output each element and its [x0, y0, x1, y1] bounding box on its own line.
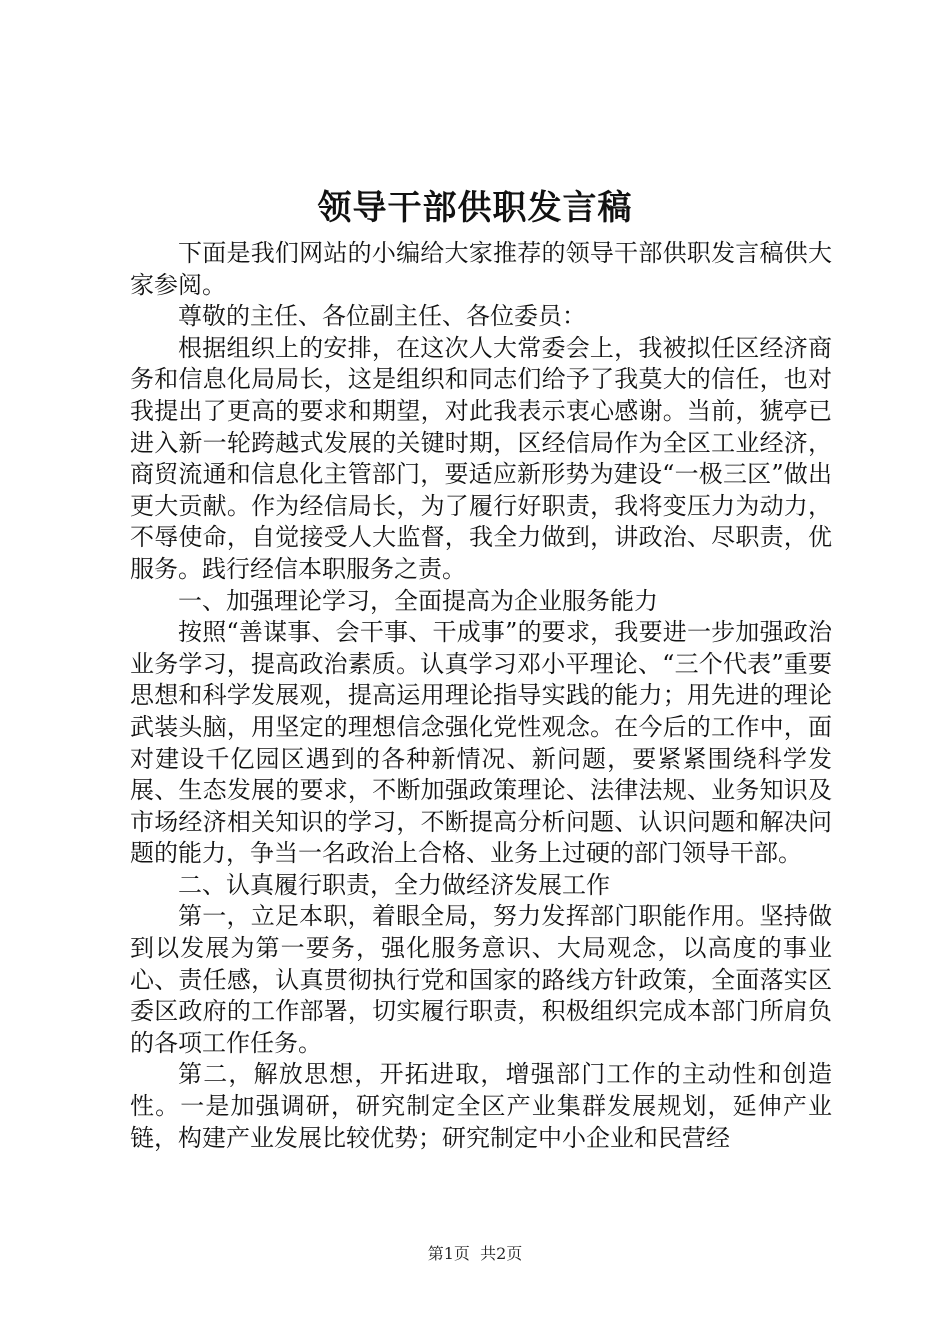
document-body — [130, 238, 832, 1154]
page-total: 共2页 — [480, 1244, 523, 1263]
page-footer — [0, 1243, 950, 1265]
body-paragraph: 第一，立足本职，着眼全局，努力发挥部门职能作用。坚持做到以发展为第一要务，强化服务意识、大局观念，以高度的事业心、责任感，认真贯彻执行党和国家的路线方针政策，全面落实区委区政府的工作部署，切实履行职责，积极组织完成本部门所肩负的各项工作任务。 — [130, 902, 832, 1057]
body-paragraph: 按照“善谋事、会干事、干成事”的要求，我要进一步加强政治业务学习，提高政治素质。认真学习邓小平理论、“三个代表”重要思想和科学发展观，提高运用理论指导实践的能力；用先进的理论武装头脑，用坚定的理想信念强化党性观念。在今后的工作中，面对建设千亿园区遇到的各种新情况、新问题，要紧紧围绕科学发展、生态发展的要求，不断加强政策理论、法律法规、业务知识及市场经济相关知识的学习，不断提高分析问题、认识问题和解决问题的能力，争当一名政治上合格、业务上过硬的部门领导干部。 — [130, 618, 832, 868]
salutation: 尊敬的主任、各位副主任、各位委员： — [178, 302, 586, 331]
page-number: 第1页 — [427, 1244, 470, 1263]
intro-paragraph: 下面是我们网站的小编给大家推荐的领导干部供职发言稿供大家参阅。 — [130, 239, 832, 299]
document-title: 领导干部供职发言稿 — [317, 188, 633, 228]
section-heading: 二、认真履行职责，全力做经济发展工作 — [178, 870, 610, 899]
body-paragraph: 根据组织上的安排，在这次人大常委会上，我被拟任区经济商务和信息化局局长，这是组织和同志们给予了我莫大的信任，也对我提出了更高的要求和期望，对此我表示衷心感谢。当前，猇亭已进入新一轮跨越式发展的关键时期，区经信局作为全区工业经济，商贸流通和信息化主管部门，要适应新形势为建设“一极三区”做出更大贡献。作为经信局长，为了履行好职责，我将变压力为动力，不辱使命，自觉接受人大监督，我全力做到，讲政治、尽职责，优服务。践行经信本职服务之责。 — [130, 333, 832, 583]
body-paragraph: 第二，解放思想，开拓进取，增强部门工作的主动性和创造性。一是加强调研，研究制定全区产业集群发展规划，延伸产业链，构建产业发展比较优势；研究制定中小企业和民营经 — [130, 1060, 832, 1152]
section-heading: 一、加强理论学习，全面提高为企业服务能力 — [178, 586, 658, 615]
